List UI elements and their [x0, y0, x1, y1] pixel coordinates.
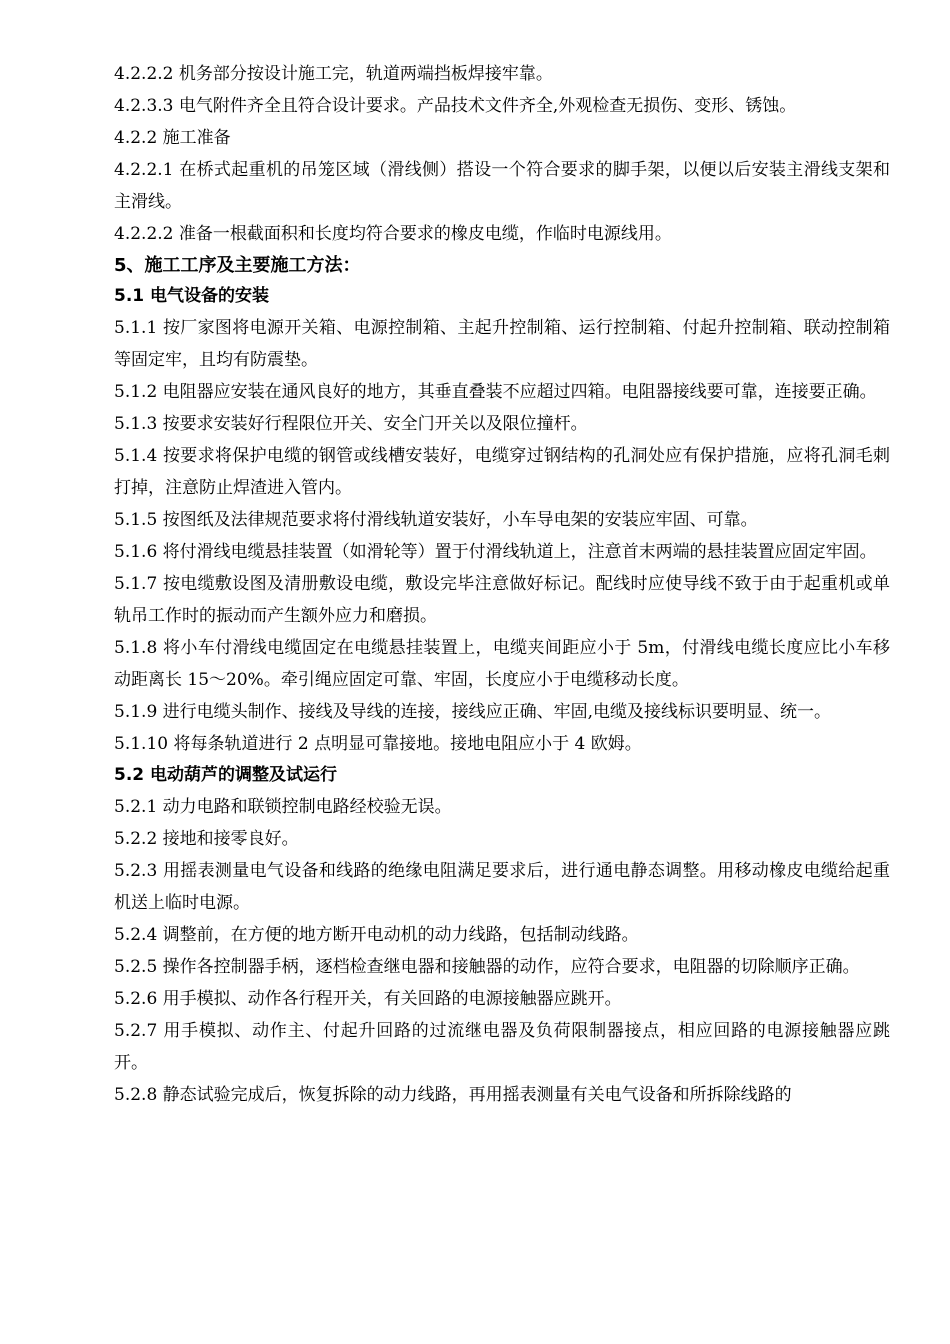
- section-heading-5: 5、施工工序及主要施工方法：: [114, 255, 361, 276]
- paragraph-5-2-3: 5.2.3 用摇表测量电气设备和线路的绝缘电阻满足要求后，进行通电静态调整。用移动橡皮电缆给起重机送上临时电源。: [114, 861, 890, 913]
- paragraph-4-2-2-2-rubber-cable: 4.2.2.2 准备一根截面积和长度均符合要求的橡皮电缆，作临时电源线用。: [114, 224, 672, 244]
- paragraph-4-2-3-3-electrical-accessories: 4.2.3.3 电气附件齐全且符合设计要求。产品技术文件齐全,外观检查无损伤、变形、锈蚀。: [114, 96, 797, 116]
- section-heading-5-1: 5.1 电气设备的安装: [114, 286, 270, 306]
- paragraph-5-2-8: 5.2.8 静态试验完成后，恢复拆除的动力线路，再用摇表测量有关电气设备和所拆除线路的: [114, 1085, 792, 1105]
- paragraph-5-1-1: 5.1.1 按厂家图将电源开关箱、电源控制箱、主起升控制箱、运行控制箱、付起升控制箱、联动控制箱等固定牢，且均有防震垫。: [114, 318, 890, 370]
- paragraph-4-2-2-2-mechanical: 4.2.2.2 机务部分按设计施工完，轨道两端挡板焊接牢靠。: [114, 64, 553, 84]
- paragraph-5-2-6: 5.2.6 用手模拟、动作各行程开关，有关回路的电源接触器应跳开。: [114, 989, 622, 1009]
- paragraph-5-1-6: 5.1.6 将付滑线电缆悬挂装置（如滑轮等）置于付滑线轨道上，注意首末两端的悬挂装置应固定牢固。: [114, 542, 877, 562]
- paragraph-5-1-8: 5.1.8 将小车付滑线电缆固定在电缆悬挂装置上，电缆夹间距应小于 5m，付滑线电缆长度应比小车移动距离长 15～20%。牵引绳应固定可靠、牢固，长度应小于电缆移动长度。: [114, 638, 890, 690]
- paragraph-5-1-5: 5.1.5 按图纸及法律规范要求将付滑线轨道安装好，小车导电架的安装应牢固、可靠。: [114, 510, 758, 530]
- section-heading-5-2: 5.2 电动葫芦的调整及试运行: [114, 765, 338, 785]
- paragraph-5-1-4: 5.1.4 按要求将保护电缆的钢管或线槽安装好，电缆穿过钢结构的孔洞处应有保护措施，应将孔洞毛刺打掉，注意防止焊渣进入管内。: [114, 446, 890, 498]
- paragraph-5-2-1: 5.2.1 动力电路和联锁控制电路经校验无误。: [114, 797, 452, 817]
- paragraph-5-2-4: 5.2.4 调整前，在方便的地方断开电动机的动力线路，包括制动线路。: [114, 925, 639, 945]
- paragraph-5-2-5: 5.2.5 操作各控制器手柄，逐档检查继电器和接触器的动作，应符合要求，电阻器的切除顺序正确。: [114, 957, 860, 977]
- paragraph-4-2-2-1-scaffold: 4.2.2.1 在桥式起重机的吊笼区域（滑线侧）搭设一个符合要求的脚手架，以便以后安装主滑线支架和主滑线。: [114, 160, 890, 212]
- paragraph-5-2-2: 5.2.2 接地和接零良好。: [114, 829, 299, 849]
- paragraph-4-2-2-preparation: 4.2.2 施工准备: [114, 128, 231, 148]
- paragraph-5-1-2: 5.1.2 电阻器应安装在通风良好的地方，其垂直叠装不应超过四箱。电阻器接线要可靠，连接要正确。: [114, 382, 877, 402]
- paragraph-5-1-10: 5.1.10 将每条轨道进行 2 点明显可靠接地。接地电阻应小于 4 欧姆。: [114, 734, 642, 754]
- paragraph-5-1-7: 5.1.7 按电缆敷设图及清册敷设电缆，敷设完毕注意做好标记。配线时应使导线不致于由于起重机或单轨吊工作时的振动而产生额外应力和磨损。: [114, 574, 890, 626]
- paragraph-5-1-3: 5.1.3 按要求安装好行程限位开关、安全门开关以及限位撞杆。: [114, 414, 588, 434]
- paragraph-5-1-9: 5.1.9 进行电缆头制作、接线及导线的连接，接线应正确、牢固,电缆及接线标识要明显、统一。: [114, 702, 832, 722]
- paragraph-5-2-7: 5.2.7 用手模拟、动作主、付起升回路的过流继电器及负荷限制器接点，相应回路的电源接触器应跳开。: [114, 1021, 890, 1073]
